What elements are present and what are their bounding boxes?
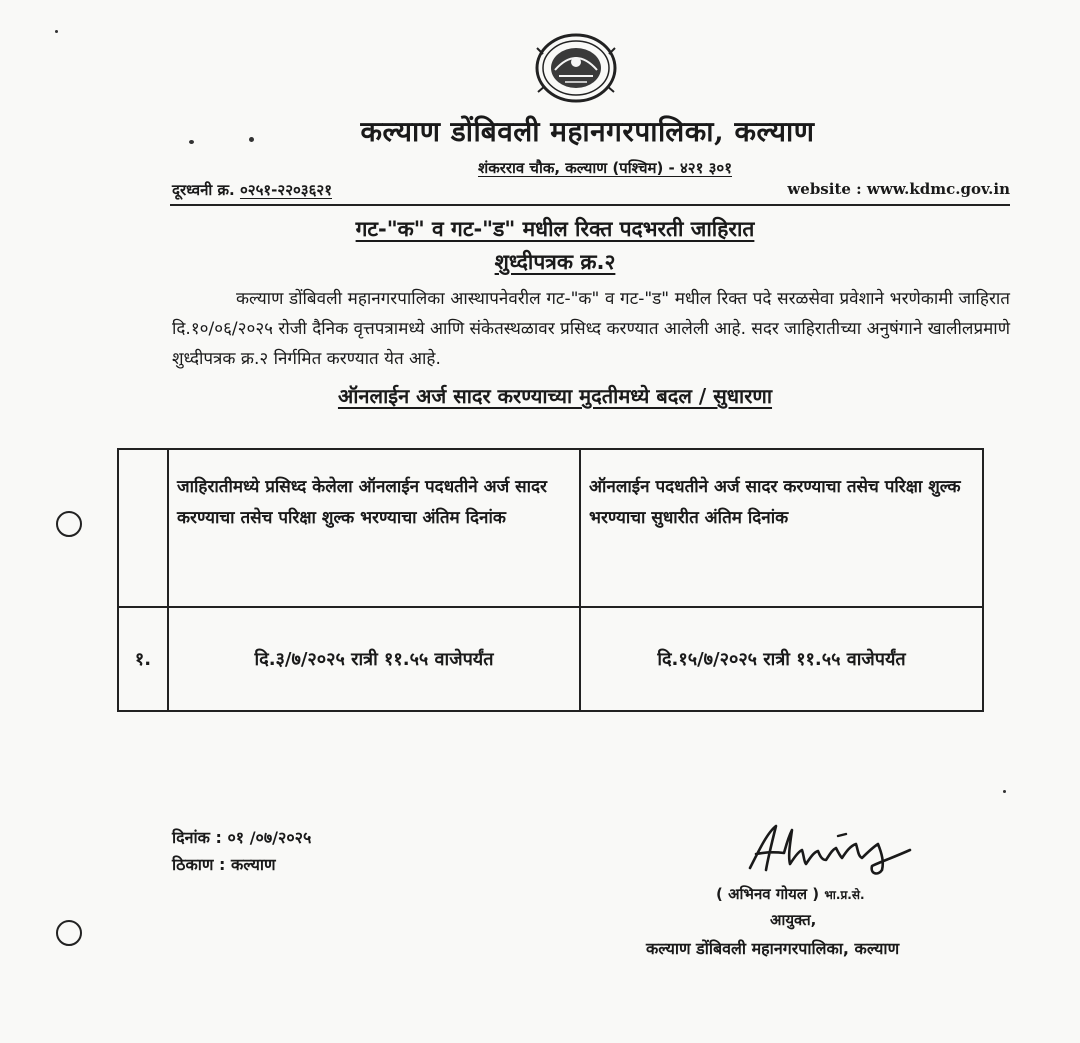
officer-organization: कल्याण डोंबिवली महानगरपालिका, कल्याण [646, 939, 900, 958]
punch-hole-bottom [56, 920, 82, 946]
issue-place: ठिकाण : कल्याण [172, 855, 276, 874]
table-cell-sr-header [118, 449, 168, 607]
notice-body [172, 284, 1010, 374]
officer-name-text: ( अभिनव गोयल ) [716, 885, 820, 903]
notice-title: गट-"क" व गट-"ड" मधील रिक्त पदभरती जाहिरात [355, 217, 755, 241]
organization-name: कल्याण डोंबिवली महानगरपालिका, कल्याण [360, 115, 815, 148]
deadline-table [117, 448, 984, 712]
header-divider [170, 204, 1010, 206]
phone-line [172, 180, 332, 200]
table-header-old-date: जाहिरातीमध्ये प्रसिध्द केलेला ऑनलाईन पदधतीने अर्ज सादर करण्याचा तसेच परिक्षा शुल्क भरण्याचा अंतिम दिनांक [168, 449, 580, 607]
office-address: शंकरराव चौक, कल्याण (पश्चिम) - ४२१ ३०१ [478, 159, 732, 177]
municipal-seal-logo [535, 32, 617, 104]
table-cell-sr: १. [118, 607, 168, 711]
table-cell-new-date: दि.१५/७/२०२५ रात्री ११.५५ वाजेपर्यंत [580, 607, 983, 711]
officer-credential: भा.प्र.से. [824, 888, 865, 902]
handwritten-signature [742, 818, 917, 878]
officer-designation: आयुक्त, [770, 911, 817, 929]
corrigendum-number: शुध्दीपत्रक क्र.२ [494, 250, 616, 274]
officer-name [716, 884, 865, 904]
table-header-new-date: ऑनलाईन पदधतीने अर्ज सादर करण्याचा तसेच परिक्षा शुल्क भरण्याचा सुधारीत अंतिम दिनांक [580, 449, 983, 607]
scan-speck [55, 30, 58, 33]
phone-label: दूरध्वनी क्र. [172, 181, 235, 199]
table-cell-old-date: दि.३/७/२०२५ रात्री ११.५५ वाजेपर्यंत [168, 607, 580, 711]
table-row [118, 607, 983, 711]
scan-speck [1003, 790, 1006, 793]
phone-number: ०२५१-२२०३६२१ [239, 181, 332, 199]
punch-hole-top [56, 511, 82, 537]
change-subheading: ऑनलाईन अर्ज सादर करण्याच्या मुदतीमध्ये बदल / सुधारणा [337, 384, 773, 408]
issue-date: दिनांक : ०१ /०७/२०२५ [172, 828, 312, 847]
website-line: website : www.kdmc.gov.in [787, 180, 1010, 198]
notice-body-text: कल्याण डोंबिवली महानगरपालिका आस्थापनेवरील गट-"क" व गट-"ड" मधील रिक्त पदे सरळसेवा प्रवेशाने भरणेकामी जाहिरात दि.१०/०६/२०२५ रोजी दैनिक वृत्तपत्रामध्ये आणि संकेतस्थळावर प्रसिध्द करण्यात आलेली आहे. सदर जाहिरातीच्या अनुषंगाने खालीलप्रमाणे शुध्दीपत्रक क्र.२ निर्गमित करण्यात येत आहे. [172, 289, 1010, 369]
table-header-row [118, 449, 983, 607]
